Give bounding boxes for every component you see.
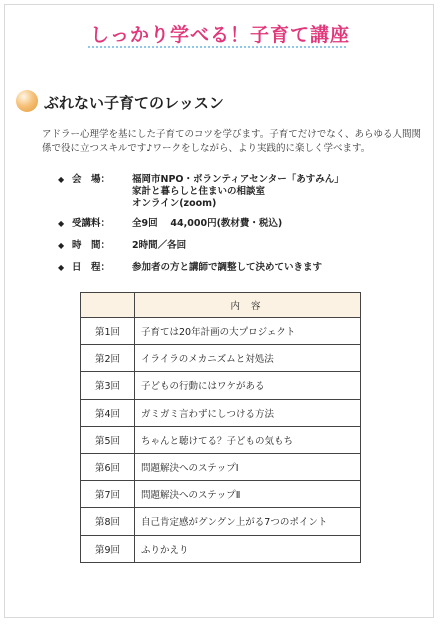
table-row: [81, 399, 361, 426]
session-topic: ふりかえり: [135, 535, 361, 562]
time-value: 2時間／各回: [132, 240, 187, 251]
table-header-row: [81, 293, 361, 318]
header-blank-cell: [81, 293, 135, 318]
section-title: ぶれない子育てのレッスン: [44, 94, 224, 112]
venue-line: 家計と暮らしと住まいの相談室: [132, 186, 266, 197]
session-topic: 子どもの行動にはワケがある: [135, 372, 361, 399]
session-number: 第3回: [81, 372, 135, 399]
table-row: [81, 453, 361, 480]
table-row: [81, 481, 361, 508]
table-row: [81, 318, 361, 345]
session-number: 第2回: [81, 345, 135, 372]
header-content-cell: 内 容: [135, 293, 361, 318]
diamond-bullet-icon: ◆: [58, 175, 65, 184]
session-topic: イライラのメカニズムと対処法: [135, 345, 361, 372]
session-number: 第5回: [81, 426, 135, 453]
info-time: [58, 240, 186, 252]
session-topic: 問題解決へのステップⅡ: [135, 481, 361, 508]
orange-orb-icon: [16, 90, 38, 112]
venue-label: 会 場：: [72, 174, 111, 185]
fee-label: 受講料：: [72, 218, 111, 229]
session-topic: 問題解決へのステップⅠ: [135, 453, 361, 480]
session-number: 第8回: [81, 508, 135, 535]
time-label: 時 間：: [72, 240, 111, 251]
info-venue: [58, 174, 344, 210]
venue-values: [132, 174, 344, 210]
session-number: 第7回: [81, 481, 135, 508]
venue-line: オンライン(zoom): [132, 198, 217, 209]
session-topic: 子育ては20年計画の大プロジェクト: [135, 318, 361, 345]
table-row: [81, 426, 361, 453]
session-number: 第6回: [81, 453, 135, 480]
session-number: 第1回: [81, 318, 135, 345]
diamond-bullet-icon: ◆: [58, 241, 65, 250]
session-topic: ガミガミ言わずにしつける方法: [135, 399, 361, 426]
dates-value: 参加者の方と講師で調整して決めていきます: [132, 262, 323, 273]
info-dates: [58, 262, 322, 274]
title-underline: [88, 46, 346, 48]
fee-value: 全9回 44,000円(教材費・税込): [132, 218, 283, 229]
diamond-bullet-icon: ◆: [58, 219, 65, 228]
session-topic: ちゃんと聴けてる？子どもの気もち: [135, 426, 361, 453]
table-row: [81, 535, 361, 562]
section-header: [16, 90, 396, 116]
session-topic: 自己肯定感がグングン上がる7つのポイント: [135, 508, 361, 535]
session-number: 第4回: [81, 399, 135, 426]
intro-text: アドラー心理学を基にした子育てのコツを学びます。子育てだけでなく、あらゆる人間関係で役に立つスキルです♪ワークをしながら、より実践的に楽しく学べます。: [42, 129, 422, 154]
table-row: [81, 345, 361, 372]
session-number: 第9回: [81, 535, 135, 562]
venue-line: 福岡市NPO・ボランティアセンター「あすみん」: [132, 174, 344, 185]
table-row: [81, 508, 361, 535]
schedule-table: [80, 292, 361, 563]
diamond-bullet-icon: ◆: [58, 263, 65, 272]
table-row: [81, 372, 361, 399]
info-fee: [58, 218, 282, 230]
dates-label: 日 程：: [72, 262, 111, 273]
page-title: しっかり学べる！子育て講座: [89, 24, 350, 46]
